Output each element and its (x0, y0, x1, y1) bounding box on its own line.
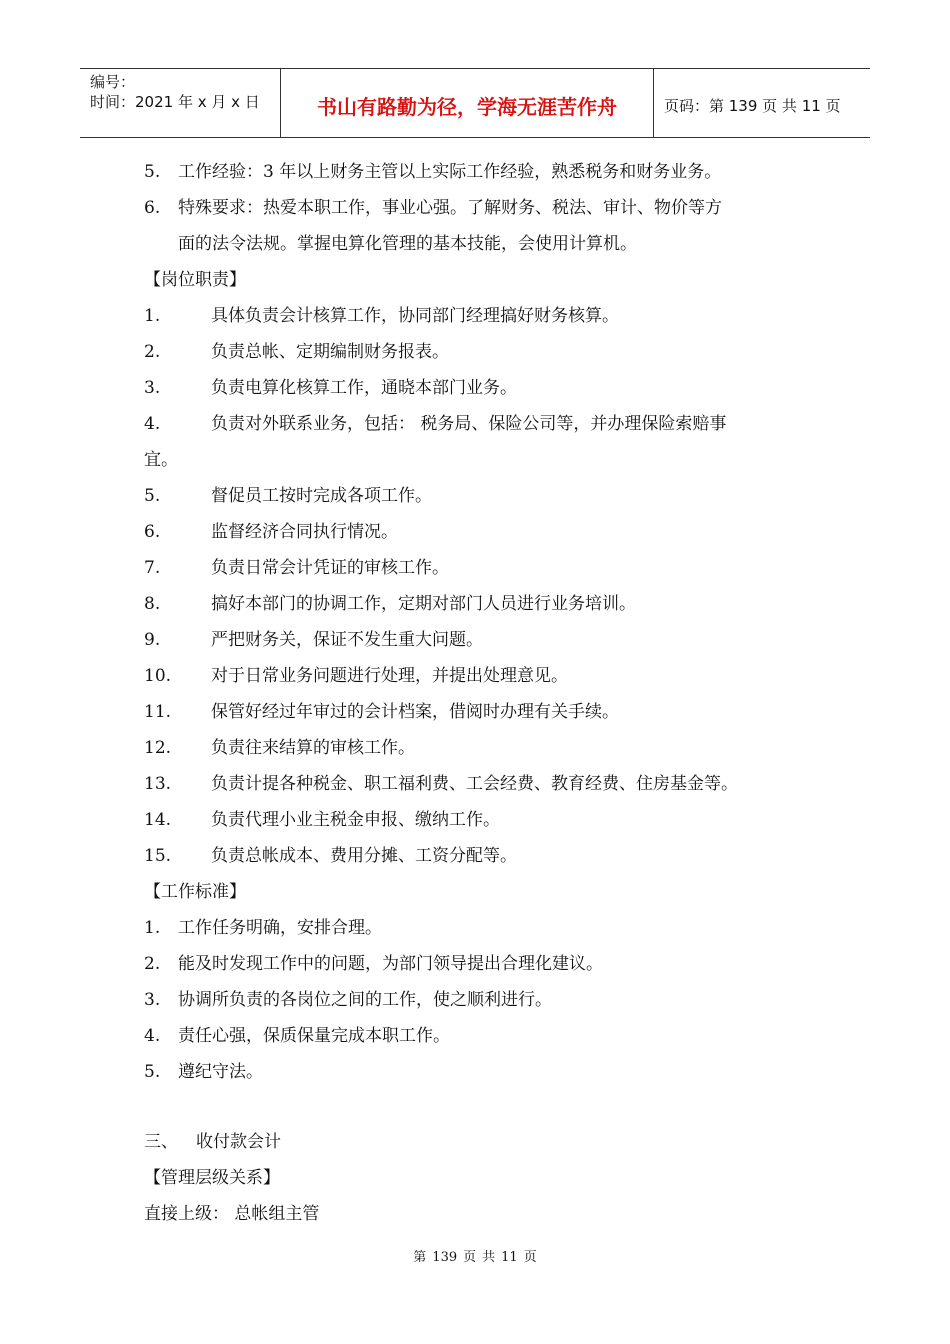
duty-number: 3. (144, 378, 161, 398)
footer-di: 第 (413, 1250, 427, 1265)
footer-ye2: 页 (523, 1250, 537, 1265)
duty-text: 严把财务关，保证不发生重大问题。 (211, 630, 483, 650)
section-number: 三、 (144, 1132, 178, 1152)
footer-gong: 共 (482, 1250, 496, 1265)
standard-text: 能及时发现工作中的问题，为部门领导提出合理化建议。 (178, 954, 603, 974)
requirement-text: 面的法令法规。掌握电算化管理的基本技能，会使用计算机。 (178, 234, 637, 254)
requirement-text: 特殊要求：热爱本职工作，事业心强。了解财务、税法、审计、物价等方 (178, 198, 722, 218)
duty-number: 15. (144, 846, 172, 866)
duty-text-continued: 宜。 (144, 450, 178, 470)
duties-heading: 【岗位职责】 (144, 270, 246, 290)
standard-text: 工作任务明确，安排合理。 (178, 918, 382, 938)
duty-number: 10. (144, 666, 172, 686)
duty-number: 6. (144, 522, 161, 542)
footer-total-pages: 11 (501, 1250, 518, 1265)
duty-text: 负责总帐成本、费用分摊、工资分配等。 (211, 846, 517, 866)
time-label: 时间：2021 年 x 月 x 日 (90, 93, 260, 111)
direct-superior: 直接上级： 总帐组主管 (144, 1204, 320, 1224)
management-heading: 【管理层级关系】 (144, 1168, 280, 1188)
standard-number: 5. (144, 1062, 161, 1082)
section-title: 收付款会计 (196, 1132, 281, 1152)
duty-text: 督促员工按时完成各项工作。 (211, 486, 432, 506)
duty-number: 2. (144, 342, 161, 362)
standard-number: 2. (144, 954, 161, 974)
standard-text: 责任心强，保质保量完成本职工作。 (178, 1026, 450, 1046)
duty-text: 搞好本部门的协调工作，定期对部门人员进行业务培训。 (211, 594, 636, 614)
code-label: 编号： (90, 73, 136, 91)
duty-text: 负责代理小业主税金申报、缴纳工作。 (211, 810, 500, 830)
duty-number: 7. (144, 558, 161, 578)
standard-number: 3. (144, 990, 161, 1010)
header-motto: 书山有路勤为径，学海无涯苦作舟 (281, 69, 654, 137)
page-header (80, 68, 870, 138)
duty-text: 保管好经过年审过的会计档案，借阅时办理有关手续。 (211, 702, 619, 722)
duty-text: 负责对外联系业务，包括： 税务局、保险公司等，并办理保险索赔事 (211, 414, 727, 434)
duty-text: 负责往来结算的审核工作。 (211, 738, 415, 758)
standard-number: 4. (144, 1026, 161, 1046)
standards-heading: 【工作标准】 (144, 882, 246, 902)
header-meta (80, 69, 281, 137)
requirement-text: 工作经验：3 年以上财务主管以上实际工作经验，熟悉税务和财务业务。 (178, 162, 722, 182)
duty-number: 9. (144, 630, 161, 650)
duty-text: 监督经济合同执行情况。 (211, 522, 398, 542)
duty-number: 4. (144, 414, 161, 434)
header-page-label: 页码：第 139 页 共 11 页 (664, 96, 841, 115)
duty-text: 负责总帐、定期编制财务报表。 (211, 342, 449, 362)
duty-number: 8. (144, 594, 161, 614)
footer-page-number: 139 (432, 1250, 458, 1265)
duty-number: 14. (144, 810, 172, 830)
duty-text: 对于日常业务问题进行处理，并提出处理意见。 (211, 666, 568, 686)
standard-number: 1. (144, 918, 161, 938)
requirement-number: 5. (144, 162, 161, 182)
duty-number: 13. (144, 774, 172, 794)
requirement-number: 6. (144, 198, 161, 218)
duty-number: 12. (144, 738, 172, 758)
duty-number: 1. (144, 306, 161, 326)
duty-text: 具体负责会计核算工作，协同部门经理搞好财务核算。 (211, 306, 619, 326)
standard-text: 协调所负责的各岗位之间的工作，使之顺利进行。 (178, 990, 552, 1010)
duty-number: 11. (144, 702, 172, 722)
standard-text: 遵纪守法。 (178, 1062, 263, 1082)
footer-ye: 页 (463, 1250, 477, 1265)
duty-text: 负责电算化核算工作，通晓本部门业务。 (211, 378, 517, 398)
duty-text: 负责计提各种税金、职工福利费、工会经费、教育经费、住房基金等。 (211, 774, 738, 794)
duty-number: 5. (144, 486, 161, 506)
duty-text: 负责日常会计凭证的审核工作。 (211, 558, 449, 578)
page-footer (0, 1246, 950, 1265)
